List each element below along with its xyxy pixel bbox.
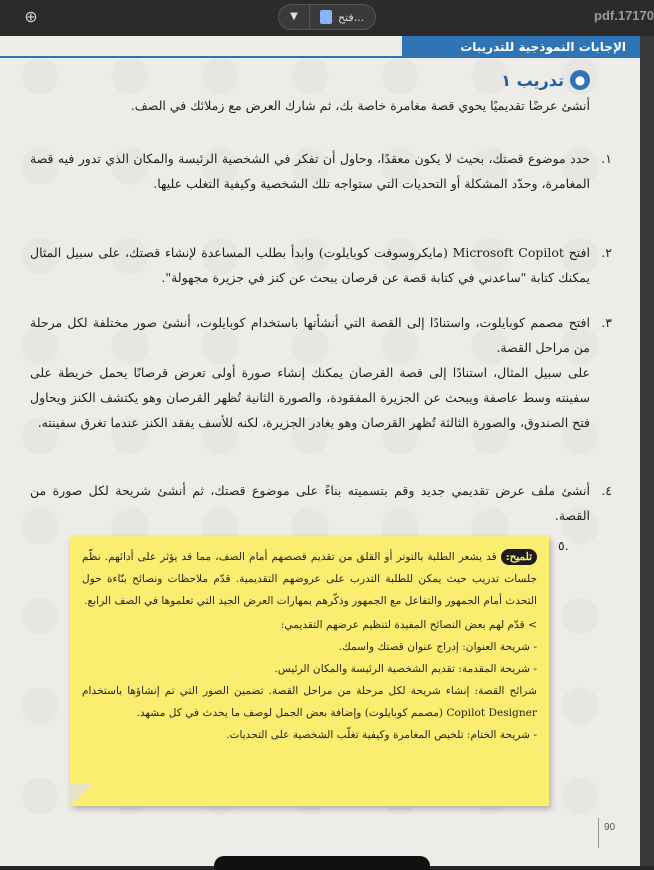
scrollbar[interactable] [640, 36, 654, 866]
list-item [30, 478, 612, 528]
exercise-intro: أنشئ عرضًا تقديميًا يحوي قصة مغامرة خاصة بك، ثم شارك العرض مع زملائك في الصف. [130, 98, 590, 113]
item-text: أنشئ ملف عرض تقديمي جديد وقم بتسميته بناءً على موضوع قصتك، ثم أنشئ شريحة لكل صورة من القصة. [30, 483, 590, 523]
item-text: افتح Microsoft Copilot (مايكروسوفت كوبايلوت) وابدأ بطلب المساعدة لإنشاء قصتك، على سبيل المثال يمكنك كتابة "ساعدني في كتابة قصة عن قرصان يبحث عن كنز في جزيرة مجهولة". [30, 245, 590, 285]
bottom-toolbar[interactable] [214, 856, 430, 870]
exercise-heading [501, 70, 590, 90]
list-item [30, 146, 612, 196]
chevron-down-icon[interactable]: ▼ [279, 5, 310, 29]
note-paragraph: - شريحة الختام: تلخيص المغامرة وكيفية تغلّب الشخصية على التحديات. [226, 729, 537, 741]
file-name: pdf.17170 [594, 8, 654, 23]
item-text-example: على سبيل المثال، استنادًا إلى قصة القرصان يمكنك إنشاء صورة أولى تعرض قرصانًا يحمل خريطة على سفينته وسط عاصفة ويبحث عن الجزيرة المفقودة، والصورة الثانية تُظهر القرصان وهو يكتشف الكنز ويحاول فتح الصندوق، والصورة الثالثة تُظهر القرصان وهو يغادر الجزيرة، لكنه للأسف يفقد الكنز عندما تغرق سفينته. [30, 365, 590, 430]
note-fold [70, 784, 92, 806]
note-paragraph: > قدّم لهم بعض النصائح المفيدة لتنظيم عرضهم التقديمي: [280, 619, 537, 631]
list-item [30, 240, 612, 290]
pdf-page [0, 36, 640, 866]
item-number: ٤. [601, 483, 612, 498]
sticky-note [70, 536, 549, 806]
item-text: حدد موضوع قصتك، بحيث لا يكون معقدًا، وحاول أن تفكر في الشخصية الرئيسة والمكان الذي تدور فيه قصة المغامرة، وحدّد المشكلة أو التحديات التي ستواجه تلك الشخصية وكيفية التغلب عليها. [30, 151, 590, 191]
document-icon [320, 10, 332, 24]
note-paragraph: - شريحة العنوان: إدراج عنوان قصتك واسمك. [338, 641, 537, 653]
item-number: ٣. [601, 315, 612, 330]
viewer-toolbar [0, 0, 654, 36]
section-band: الإجابات النموذجية للتدريبات [402, 36, 640, 58]
bulb-icon: ● [570, 70, 590, 90]
tip-badge: تلميح: [501, 549, 537, 565]
item-number: ١. [601, 151, 612, 166]
page-number-rule [598, 818, 599, 848]
note-text: قد يشعر الطلبة بالتوتر أو القلق من تقديم قصصهم أمام الصف، مما قد يؤثر على أدائهم. نظّم جلسات تدريب حيث يمكن للطلبة التدرب على عروضهم التقديمية. قدّم ملاحظات ونصائح بنّاءة حول التحدث أمام الجمهور والتفاعل مع الجمهور وذكّرهم بمهارات العرض الجيد التي تعلموها في الصف الرابع. [82, 551, 537, 607]
add-annotation-icon[interactable]: ⊕ [24, 7, 38, 26]
exercise-title: تدريب ١ [501, 70, 564, 90]
item-number: ٢. [601, 245, 612, 260]
list-item [30, 310, 612, 435]
note-paragraph: شرائح القصة: إنشاء شريحة لكل مرحلة من مراحل القصة. تضمين الصور التي تم إنشاؤها باستخدام Copilot Designer (مصمم كوبايلوت) وإضافة بعض الجمل لوصف ما يحدث في كل مشهد. [82, 685, 537, 719]
document-title: فتح... [338, 10, 365, 24]
note-paragraph: - شريحة المقدمة: تقديم الشخصية الرئيسة والمكان الرئيس. [274, 663, 537, 675]
document-pill[interactable] [278, 4, 376, 30]
page-number: 90 [604, 822, 616, 833]
item-number: ٥. [558, 538, 569, 553]
item-text: افتح مصمم كوبايلوت، واستنادًا إلى القصة التي أنشأتها باستخدام كوبايلوت، أنشئ صور مختلفة لكل مرحلة من مراحل القصة. [30, 315, 590, 355]
note-paragraph [82, 546, 537, 612]
